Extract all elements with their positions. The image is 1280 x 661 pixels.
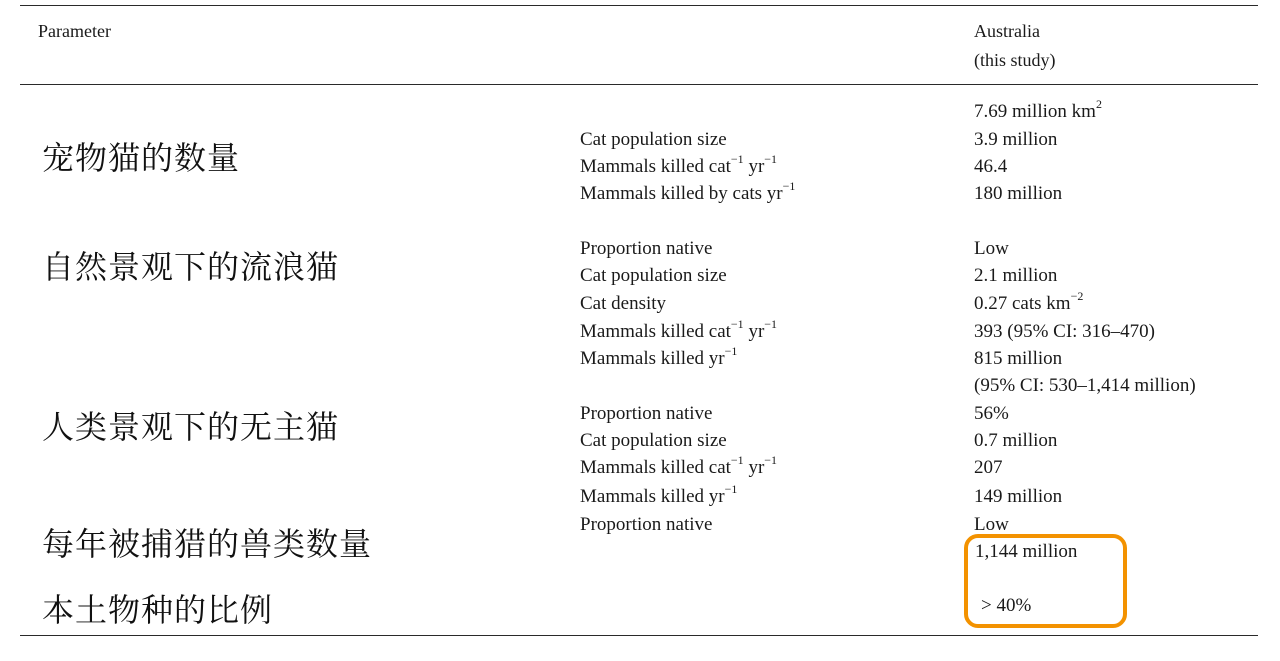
- category-label-feral-cats-natural: 自然景观下的流浪猫: [42, 248, 340, 286]
- table-row: Proportion native Low: [580, 238, 1009, 259]
- table-row: Cat density 0.27 cats $km^{-2}$: [580, 288, 1084, 314]
- header-country: Australia: [974, 21, 1040, 41]
- table-bottom-rule: [20, 635, 1258, 636]
- category-label-stray-cats-human: 人类景观下的无主猫: [42, 408, 340, 446]
- summary-native-proportion-value: > 40%: [981, 595, 1032, 616]
- table-row: Mammals killed $yr^{-1}$ 149 million: [580, 481, 1063, 507]
- category-label-pet-cats: 宠物猫的数量: [42, 139, 241, 177]
- area-value: 7.69 million $km^2$: [974, 96, 1102, 122]
- table-top-rule: [20, 5, 1258, 6]
- header-study-note: (this study): [974, 50, 1056, 70]
- table-row: Mammals killed cat$^{-1}$ $yr^{-1}$ 393 (95% CI: 316–470): [580, 316, 1156, 342]
- table-row: Cat population size 3.9 million: [580, 129, 1058, 150]
- table-row: Mammals killed cat$^{-1}$ $yr^{-1}$ 207: [580, 452, 1003, 478]
- header-parameter: Parameter: [38, 21, 111, 41]
- category-label-native-proportion: 本土物种的比例: [42, 591, 274, 629]
- summary-mammals-killed-value: 1,144 million: [975, 541, 1078, 562]
- table-row: Mammals killed by cats $yr^{-1}$ 180 million: [580, 178, 1063, 204]
- table-row: Cat population size 2.1 million: [580, 265, 1058, 286]
- table-row: Mammals killed cat$^{-1}$ $yr^{-1}$ 46.4: [580, 151, 1008, 177]
- area-row: [0, 98, 1280, 125]
- table-row: Mammals killed $yr^{-1}$ 815 million: [580, 343, 1063, 369]
- table-row: Proportion native Low: [580, 514, 1009, 535]
- table-row: (95% CI: 530–1,414 million): [974, 375, 1196, 396]
- table-row: Cat population size 0.7 million: [580, 430, 1058, 451]
- header-bottom-rule: [20, 84, 1258, 85]
- table-row: Proportion native 56%: [580, 403, 1009, 424]
- category-label-mammals-killed-per-year: 每年被捕猎的兽类数量: [42, 525, 373, 563]
